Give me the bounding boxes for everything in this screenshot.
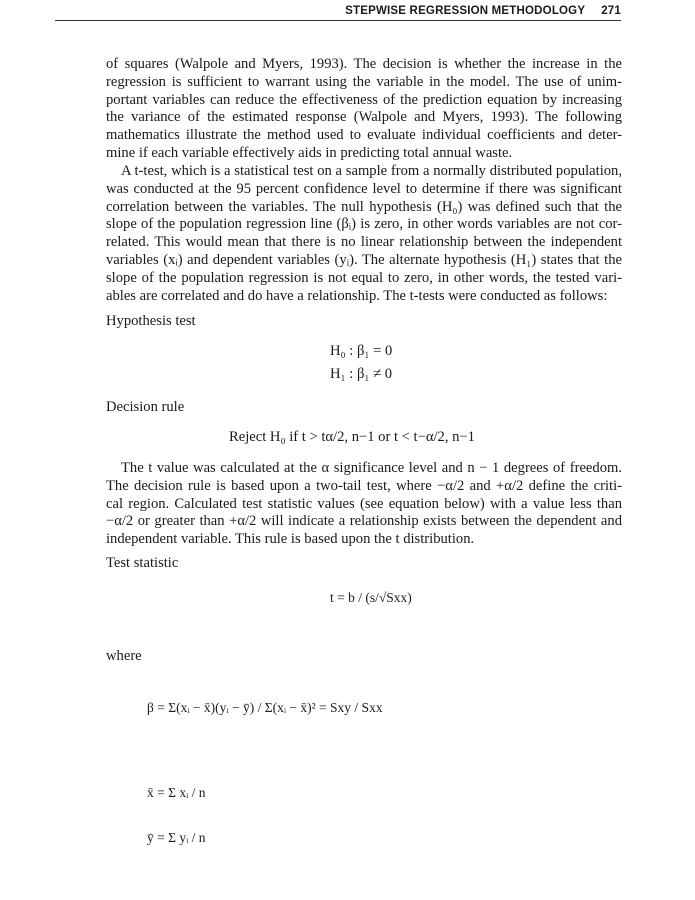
text-line: −α/2 or greater than +α/2 will indicate a relationship exists between the dependent and xyxy=(106,513,622,530)
text-line: was conducted at the 95 percent confidence level to determine if there was significant xyxy=(106,180,622,197)
text-line: the variance of the estimated response (Walpole and Myers, 1993). The following xyxy=(106,109,622,126)
label-decision-rule: Decision rule xyxy=(106,399,185,415)
text-line: A t-test, which is a statistical test on a sample from a normally distributed population, xyxy=(121,163,622,179)
equation-decision: Reject H₀ if t > tα/2, n−1 or t < t−α/2, n−1 xyxy=(229,429,475,445)
text-line: mathematics illustrate the method used to evaluate individual coefficients and deter- xyxy=(106,127,622,144)
text-line: slope of the population regression line (βᵢ) is zero, in other words variables are not cor- xyxy=(106,216,622,233)
text-line: regression is sufficient to warrant using the variable in the model. The use of unim- xyxy=(106,73,622,90)
running-title: STEPWISE REGRESSION METHODOLOGY xyxy=(345,5,586,17)
text-line: cal region. Calculated test statistic values (see equation below) with a value less than xyxy=(106,495,622,512)
text-line: The t value was calculated at the α significance level and n − 1 degrees of freedom. xyxy=(121,460,622,476)
text-line: independent variable. This rule is based upon the t distribution. xyxy=(106,531,475,548)
text-line: of squares (Walpole and Myers, 1993). The decision is whether the increase in the xyxy=(106,56,622,72)
label-hypothesis-test: Hypothesis test xyxy=(106,313,196,329)
equation-y-bar: ȳ = Σ yᵢ / n xyxy=(147,830,206,845)
text-line: variables (xᵢ) and dependent variables (yᵢ). The alternate hypothesis (H₁) states that the xyxy=(106,251,622,268)
paragraph-1 xyxy=(106,56,622,163)
paragraph-2 xyxy=(106,163,622,305)
text-line: mine if each variable effectively aids in predicting total annual waste. xyxy=(106,144,513,161)
equation-t-statistic: t = b / (s/√Sxx) xyxy=(330,590,412,605)
equation-beta: β = Σ(xᵢ − x̄)(yᵢ − ȳ) / Σ(xᵢ − x̄)² = Sxy / Sxx xyxy=(147,700,383,715)
label-where: where xyxy=(106,648,142,664)
text-line: ables are correlated and do have a relationship. The t-tests were conducted as follows: xyxy=(106,287,608,304)
text-line: related. This would mean that there is no linear relationship between the independent xyxy=(106,234,622,251)
page-number: 271 xyxy=(601,5,621,17)
label-test-statistic: Test statistic xyxy=(106,555,179,571)
equation-x-bar: x̄ = Σ xᵢ / n xyxy=(147,785,206,800)
equation-h0: H₀ : β₁ = 0 xyxy=(330,343,393,359)
text-line: slope of the population regression is not equal to zero, in other words, the tested vari- xyxy=(106,269,622,286)
text-line: portant variables can reduce the effectiveness of the prediction equation by increasing xyxy=(106,91,622,108)
running-header xyxy=(55,2,621,21)
equation-h1: H₁ : β₁ ≠ 0 xyxy=(330,366,393,382)
text-line: correlation between the variables. The null hypothesis (H₀) was defined such that the xyxy=(106,198,622,215)
text-line: The decision rule is based upon a two-tail test, where −α/2 and +α/2 define the criti- xyxy=(106,477,622,494)
paragraph-3 xyxy=(106,460,622,549)
